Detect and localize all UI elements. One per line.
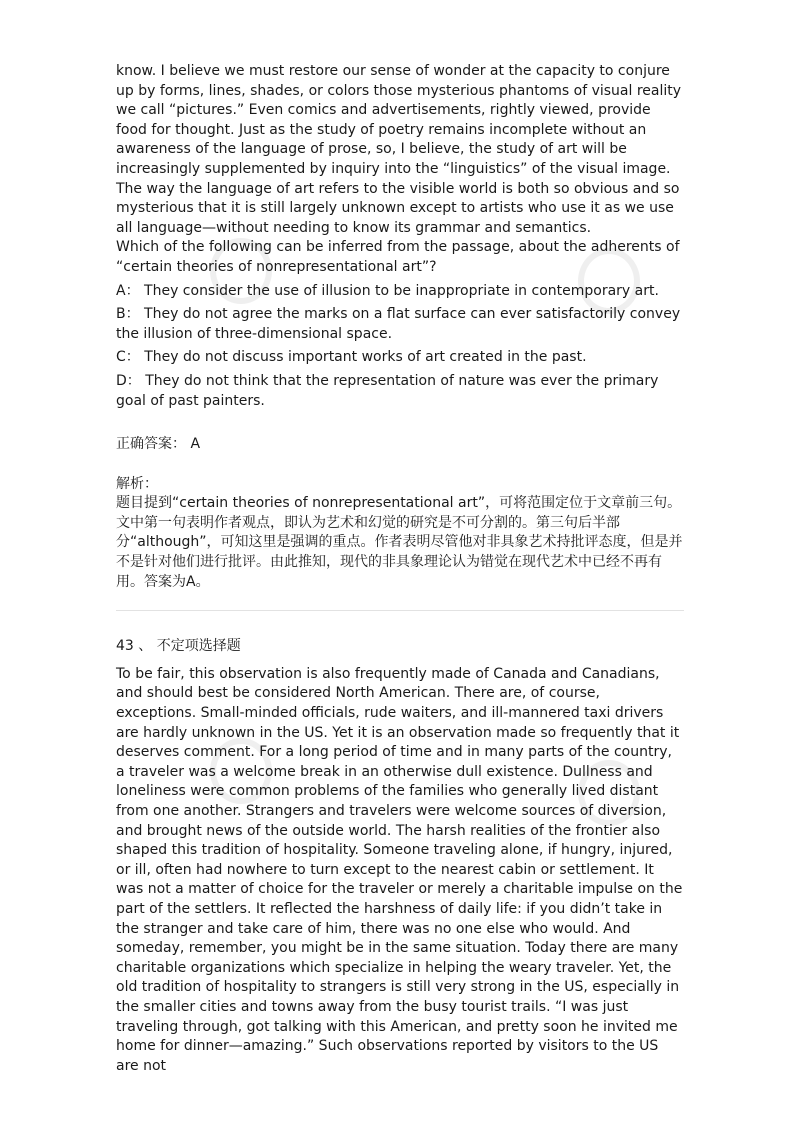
document-page: [116, 62, 684, 1076]
passage-continued: know. I believe we must restore our sense of wonder at the capacity to conjure up by forms, lines, shades, or colors those mysterious phantoms of visual reality we call “pictures.” Even comics and advertisements, rightly viewed, provide food for thought. Just as the study of poetry remains incomplete without an awareness of the language of prose, so, I believe, the study of art will be increasingly supplemented by inquiry into the “linguistics” of the visual image. The way the language of art refers to the visible world is both so obvious and so mysterious that it is still largely unknown except to artists who use it as we use all language—without needing to know its grammar and semantics.: [116, 63, 682, 236]
question-43-passage: To be fair, this observation is also frequently made of Canada and Canadians, and should best be considered North American. There are, of course, exceptions. Small-minded officials, rude waiters, and ill-mannered taxi drivers are hardly unknown in the US. Yet it is an observation made so frequently that it deserves comment. For a long period of time and in many parts of the country, a traveler was a welcome break in an otherwise dull existence. Dullness and loneliness were common problems of the families who generally lived distant from one another. Strangers and travelers were welcome sources of diversion, and brought news of the outside world. The harsh realities of the frontier also shaped this tradition of hospitality. Someone traveling alone, if hungry, injured, or ill, often had nowhere to turn except to the nearest cabin or settlement. It was not a matter of choice for the traveler or merely a charitable impulse on the part of the settlers. It reflected the harshness of daily life: if you didn’t take in the stranger and take care of him, there was no one else who would. And someday, remember, you might be in the same situation. Today there are many charitable organizations which specialize in helping the weary traveler. Yet, the old tradition of hospitality to strangers is still very strong in the US, especially in the smaller cities and towns away from the busy tourist trails. “I was just traveling through, got talking with this American, and pretty soon he invited me home for dinner—amazing.” Such observations reported by visitors to the US are not: [116, 665, 683, 1074]
question-42-option-d: D： They do not think that the representation of nature was ever the primary goal of past painters.: [116, 372, 659, 409]
question-42-stem: Which of the following can be inferred from the passage, about the adherents of “certain theories of nonrepresentational art”?: [116, 239, 680, 275]
correct-answer-label: 正确答案：: [116, 436, 186, 453]
correct-answer-line: [116, 435, 684, 455]
analysis-title: 解析：: [116, 475, 158, 492]
question-43-header: 43 、 不定项选择题: [116, 638, 241, 655]
section-divider: [116, 610, 684, 611]
analysis-text: 题目提到“certain theories of nonrepresentational art”，可将范围定位于文章前三句。文中第一句表明作者观点，即认为艺术和幻觉的研究是不可分割的。第三句后半部分“although”，可知这里是强调的重点。作者表明尽管他对非具象艺术持批评态度，但是并不是针对他们进行批评。由此推知，现代的非具象理论认为错觉在现代艺术中已经不再有用。答案为A。: [116, 495, 683, 590]
question-42-option-c: C： They do not discuss important works of art created in the past.: [116, 349, 587, 366]
question-42-option-b: B： They do not agree the marks on a flat surface can ever satisfactorily convey the illusion of three-dimensional space.: [116, 306, 681, 342]
correct-answer-value: A: [190, 436, 201, 453]
question-42-option-a: A： They consider the use of illusion to be inappropriate in contemporary art.: [116, 282, 659, 299]
